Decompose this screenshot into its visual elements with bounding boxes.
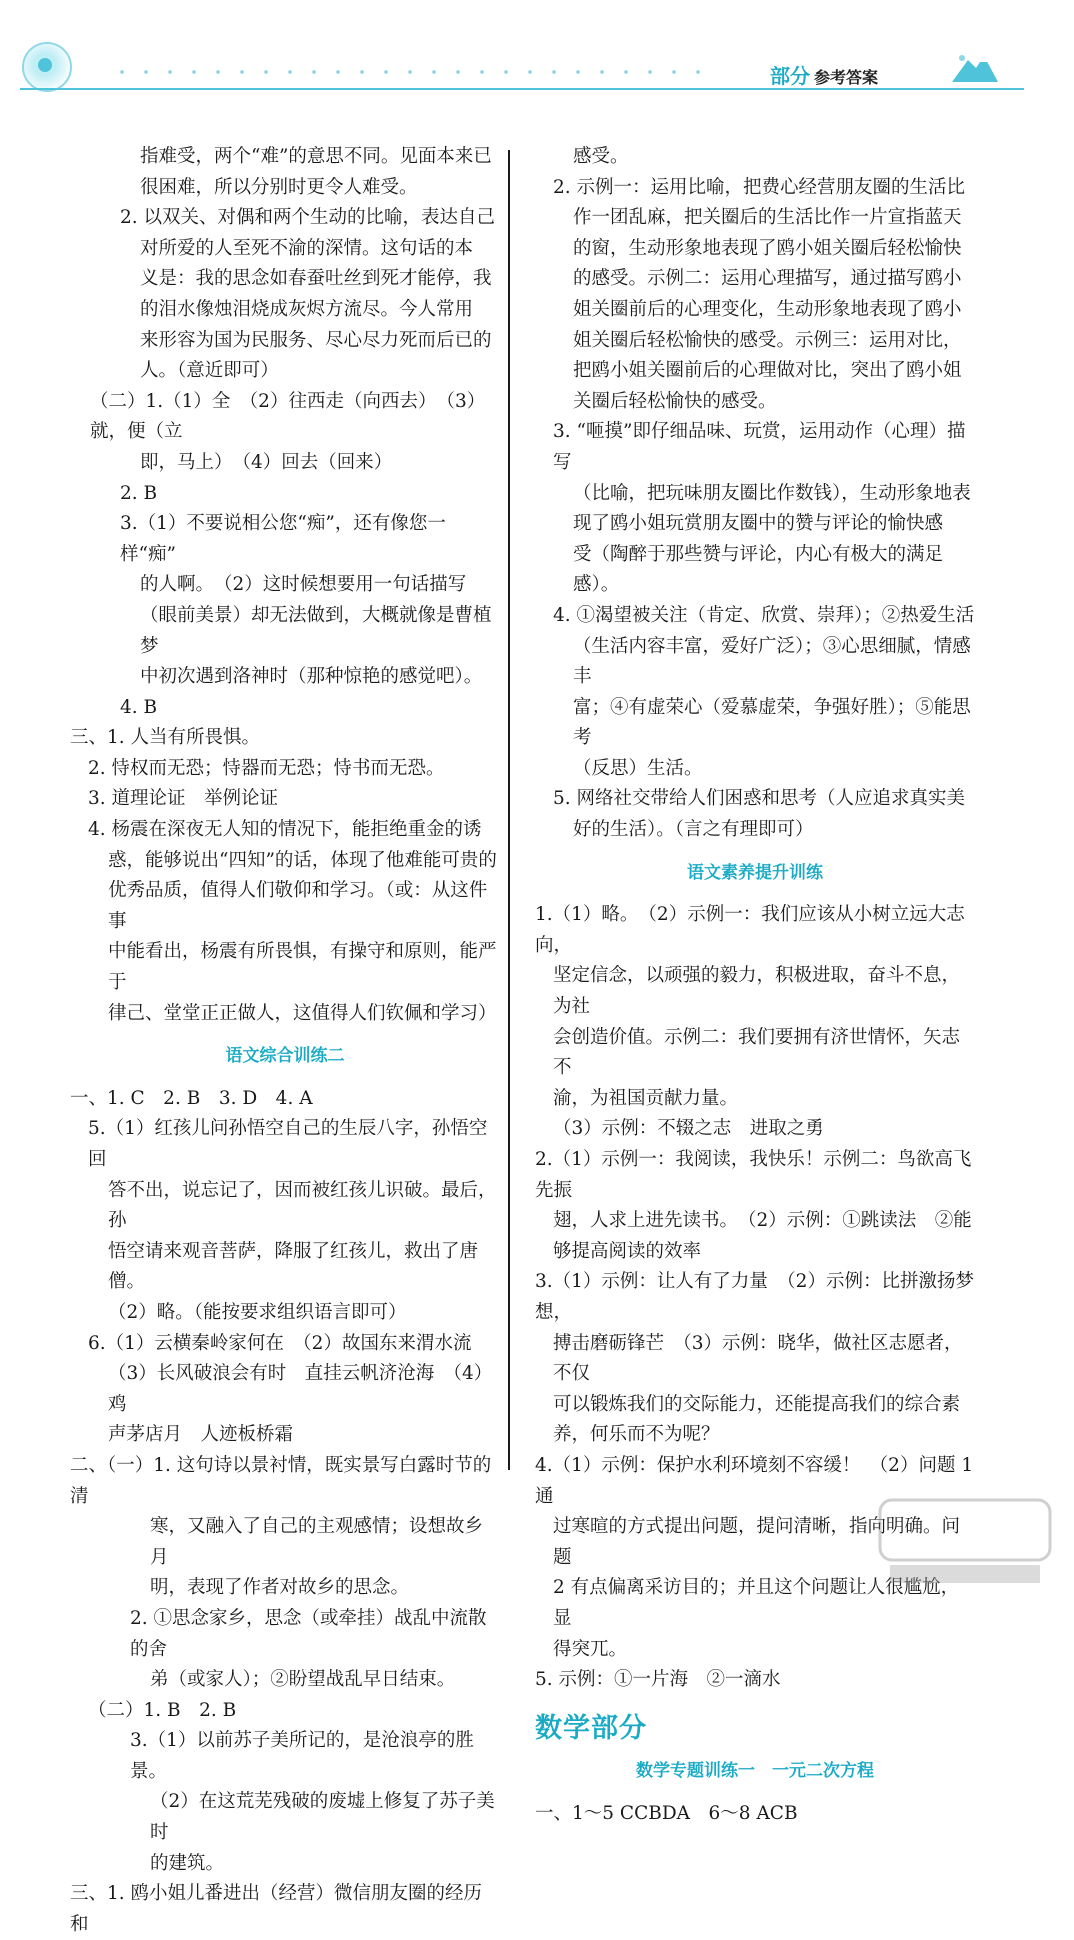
answer-line: 5. 示例：①一片海 ②一滴水 [535,1669,781,1691]
answer-line: 一、1. C 2. B 3. D 4. A [70,1087,313,1109]
answer-line: 惑，能够说出“四知”的话，体现了他难能可贵的 [108,849,497,871]
answer-line: 优秀品质，值得人们敬仰和学习。（或：从这件事 [108,880,488,932]
answer-line: 感）。 [573,574,620,596]
answer-line: 即，马上） （4）回去（回来） [140,451,393,473]
answer-line: 2. 恃权而无恐；恃器而无恐；恃书而无恐。 [88,757,445,779]
answer-line: 指难受，两个“难”的意思不同。见面本来已 [140,146,492,167]
answer-line: 2. 示例一：运用比喻，把费心经营朋友圈的生活比 [553,176,966,198]
answer-line: 渝，为祖国贡献力量。 [553,1087,739,1109]
answer-line: 律己、堂堂正正做人，这值得人们钦佩和学习） [108,1002,497,1024]
header-rule [20,88,1024,90]
answer-line: 坚定信念，以顽强的毅力，积极进取，奋斗不息，为社 [553,965,961,1018]
answer-line: 关圈后轻松愉快的感受。 [573,390,777,412]
answer-line: 2.（1）示例一：我阅读，我快乐！示例二：鸟欲高飞先振 [535,1149,972,1201]
answer-line: 姐关圈前后的心理变化，生动形象地表现了鸥小 [573,298,962,320]
answer-line: 3. “咂摸”即仔细品味、玩赏，运用动作（心理）描写 [553,421,966,473]
answer-line: 三、1. 鸥小姐儿番进出（经营）微信朋友圈的经历和 [70,1883,483,1935]
answer-line: 2 有点偏离采访目的；并且这个问题让人很尴尬，显 [553,1577,960,1629]
answer-line: 对所爱的人至死不渝的深情。这句话的本 [140,237,474,259]
answer-line: （二）1.（1）全 （2）往西走（向西去） （3）就，便（立 [90,390,486,443]
answer-line: 的感受。示例二：运用心理描写，通过描写鸥小 [573,268,962,290]
answer-line: （生活内容丰富，爱好广泛）；③心思细腻，情感丰 [573,635,971,688]
header-title-answers: 参考答案 [814,68,879,87]
answer-line: 现了鸥小姐玩赏朋友圈中的赞与评论的愉快感 [573,513,944,535]
answer-line: 悟空请来观音菩萨，降服了红孩儿，救出了唐僧。 [108,1240,479,1293]
answer-line: （眼前美景）却无法做到，大概就像是曹植梦 [140,604,492,657]
answer-line: 4. B [120,696,158,718]
answer-line: 中能看出，杨震有所畏惧，有操守和原则，能严于 [108,941,497,994]
answer-line: 4. 杨震在深夜无人知的情况下，能拒绝重金的诱 [88,819,482,841]
answer-line: 来形容为国为民服务、尽心尽力死而后已的 [140,329,492,351]
answer-line: 寒，又融入了自己的主观感情；设想故乡月 [150,1516,484,1568]
header-title-part: 部分 [770,64,810,88]
answer-line: 的建筑。 [150,1852,225,1874]
answer-line: 中初次遇到洛神时（那种惊艳的感觉吧）。 [140,666,483,688]
answer-line: 受（陶醉于那些赞与评论，内心有极大的满足 [573,543,944,565]
answer-line: 3. 道理论证 举例论证 [88,788,279,810]
section-title: 语文素养提升训练 [687,862,823,883]
answer-line: 答不出，说忘记了，因而被红孩儿识破。最后，孙 [108,1179,497,1232]
answer-line: 2. 以双关、对偶和两个生动的比喻，表达自己 [120,207,496,229]
column-divider [508,150,510,1470]
answer-line: 的窗，生动形象地表现了鸥小姐关圈后轻松愉快 [573,237,962,259]
answer-line: （3）长风破浪会有时 直挂云帆济沧海 （4）鸡 [108,1363,493,1415]
answer-line: 二、（一）1. 这句诗以景衬情，既实景写白露时节的清 [70,1454,492,1507]
answer-line: （比喻，把玩味朋友圈比作数钱），生动形象地表 [573,482,971,504]
answer-line: （2）略。（能按要求组织语言即可） [108,1301,407,1323]
answer-line: 弟（或家人）；②盼望战乱早日结束。 [150,1669,456,1691]
answer-line: 明，表现了作者对故乡的思念。 [150,1577,410,1599]
answer-line: 4. ①渴望被关注（肯定、欣赏、崇拜）；②热爱生活 [553,604,975,626]
mountain-icon [950,50,1000,84]
left-column [70,142,500,1940]
answer-line: 够提高阅读的效率 [553,1240,702,1262]
answer-line: 翅，人求上进先读书。 （2）示例：①跳读法 ②能 [553,1210,972,1232]
answer-line: 会创造价值。示例二：我们要拥有济世情怀，矢志不 [553,1026,961,1079]
answer-line: 声茅店月 人迹板桥霜 [108,1424,294,1446]
answer-line: 1.（1）略。 （2）示例一：我们应该从小树立远大志向， [535,904,965,956]
answer-line: （3）示例：不辍之志 进取之勇 [553,1118,824,1140]
answer-line: 4.（1）示例：保护水利环境刻不容缓！ （2）问题 1 通 [535,1454,974,1507]
answer-line: 可以锻炼我们的交际能力，还能提高我们的综合素 [553,1393,961,1415]
header-title [770,60,878,89]
section-title: 语文综合训练二 [225,1046,345,1067]
answer-line: 6.（1）云横秦岭家何在 （2）故国东来渭水流 [88,1332,472,1354]
answer-line: 三、1. 人当有所畏惧。 [70,727,261,749]
answer-line: 把鸥小姐关圈前后的心理做对比，突出了鸥小姐 [573,360,962,382]
answer-line: 养，何乐而不为呢？ [553,1424,720,1446]
section-title: 数学专题训练一 一元二次方程 [636,1761,874,1782]
answer-line: 富；④有虚荣心（爱慕虚荣，争强好胜）；⑤能思考 [573,696,971,749]
answer-line: 的人啊。 （2）这时候想要用一句话描写 [140,574,467,596]
answer-line: 感受。 [573,146,629,167]
answer-line: （二）1. B 2. B [88,1699,237,1721]
answer-line: 好的生活）。（言之有理即可） [573,819,814,841]
answer-line: 人。（意近即可） [140,360,279,382]
answer-line: 作一团乱麻，把关圈后的生活比作一片宣指蓝天 [573,207,962,229]
answer-line: 2. ①思念家乡，思念（或牵挂）战乱中流散的舍 [130,1607,487,1660]
answer-line: 5. 网络社交带给人们困惑和思考（人应追求真实美 [553,788,966,810]
answer-line: 3.（1）以前苏子美所记的，是沧浪亭的胜景。 [130,1730,474,1782]
answer-line: 得突兀。 [553,1638,628,1660]
answer-line: （2）在这荒芜残破的废墟上修复了苏子美时 [150,1791,495,1844]
answer-line: 3.（1）不要说相公您“痴”，还有像您一样“痴” [120,513,446,565]
answer-line: 很困难，所以分别时更令人难受。 [140,176,418,198]
answer-line: 3.（1）示例：让人有了力量 （2）示例：比拼激扬梦想， [535,1271,974,1323]
answer-line: 姐关圈后轻松愉快的感受。示例三：运用对比， [573,329,962,351]
answer-line: 义是：我的思念如春蚕吐丝到死才能停，我 [140,268,492,290]
answer-line: 过寒暄的方式提出问题，提问清晰，指向明确。问题 [553,1516,961,1568]
dotted-decoration [110,70,710,74]
answer-line: 搏击磨砺锋芒 （3）示例：晓华，做社区志愿者，不仅 [553,1332,963,1385]
watermark-logo-icon [870,1490,1060,1590]
answer-line: 一、1～5 CCBDA 6～8 ACB [535,1802,798,1824]
answer-line: 5.（1）红孩儿问孙悟空自己的生辰八字，孙悟空回 [88,1118,488,1170]
answer-line: 2. B [120,482,158,504]
logo-circle-icon [22,42,72,92]
answer-line: 的泪水像烛泪烧成灰烬方流尽。今人常用 [140,298,474,320]
page-header [0,0,1074,100]
part-title: 数学部分 [535,1712,647,1744]
answer-line: （反思）生活。 [573,757,703,779]
